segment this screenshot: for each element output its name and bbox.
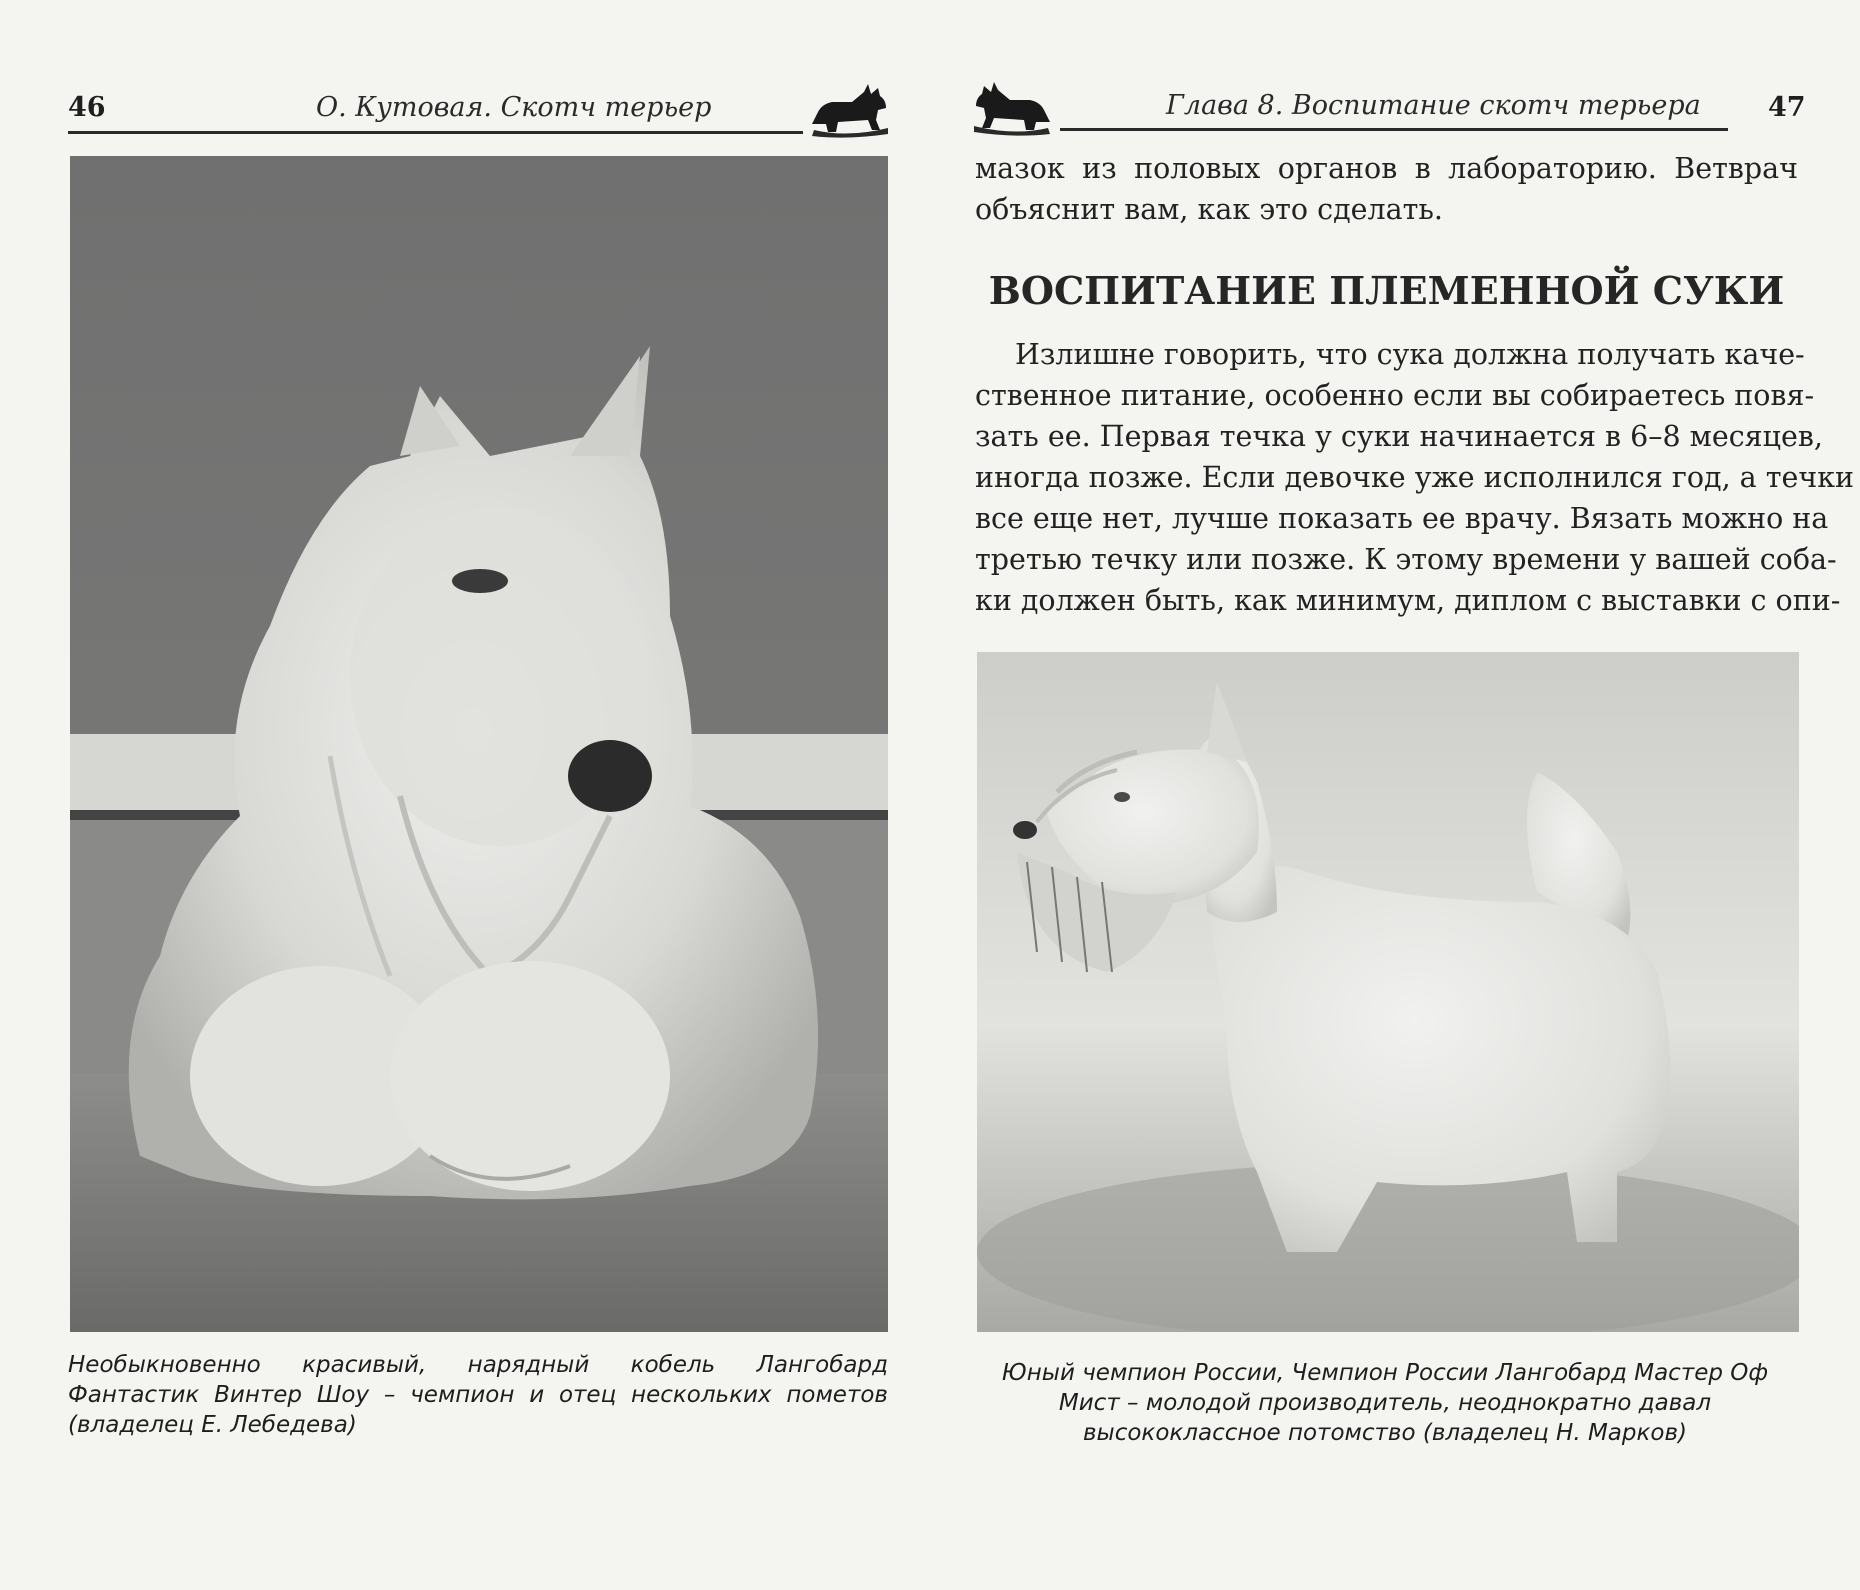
right-header-rule xyxy=(1060,128,1728,131)
right-running-head: Глава 8. Воспитание скотч терьера xyxy=(1166,90,1701,121)
text-line: мазок из половых органов в лабораторию. Ветврач xyxy=(975,152,1798,185)
seated-terrier-photo xyxy=(70,156,888,1332)
standing-terrier-illustration xyxy=(977,652,1799,1332)
text-line: Излишне говорить, что сука должна получать каче- xyxy=(1015,338,1805,371)
text-line: ственное питание, особенно если вы собираетесь повя- xyxy=(975,379,1815,412)
seated-terrier-illustration xyxy=(70,156,888,1332)
scottie-dog-icon xyxy=(972,78,1054,136)
continuation-text xyxy=(975,148,1798,230)
left-header-rule xyxy=(68,131,803,134)
text-line: объяснит вам, как это сделать. xyxy=(975,193,1443,226)
text-line: все еще нет, лучше показать ее врачу. Вязать можно на xyxy=(975,502,1829,535)
body-paragraph xyxy=(975,334,1855,621)
right-photo-caption xyxy=(960,1358,1810,1448)
standing-terrier-photo xyxy=(977,652,1799,1332)
scottie-dog-icon xyxy=(808,80,890,138)
right-page-number: 47 xyxy=(1768,92,1806,123)
caption-line: Мист – молодой производитель, неоднократно давал xyxy=(1058,1390,1712,1416)
text-line: иногда позже. Если девочке уже исполнился год, а течки xyxy=(975,461,1855,494)
left-page-number: 46 xyxy=(68,92,106,123)
text-line: третью течку или позже. К этому времени у вашей соба- xyxy=(975,543,1837,576)
caption-line: высококлассное потомство (владелец Н. Марков) xyxy=(1083,1420,1687,1446)
caption-line: Юный чемпион России, Чемпион России Лангобард Мастер Оф xyxy=(1001,1360,1769,1386)
text-line: зать ее. Первая течка у суки начинается в 6–8 месяцев, xyxy=(975,420,1823,453)
left-running-head: О. Кутовая. Скотч терьер xyxy=(316,92,712,123)
text-line: ки должен быть, как минимум, диплом с выставки с опи- xyxy=(975,584,1841,617)
section-title: ВОСПИТАНИЕ ПЛЕМЕННОЙ СУКИ xyxy=(988,268,1785,313)
left-photo-caption: Необыкновенно красивый, нарядный кобель Лангобард Фантастик Винтер Шоу – чемпион и отец нескольких пометов (владелец Е. Лебедева) xyxy=(68,1352,888,1438)
